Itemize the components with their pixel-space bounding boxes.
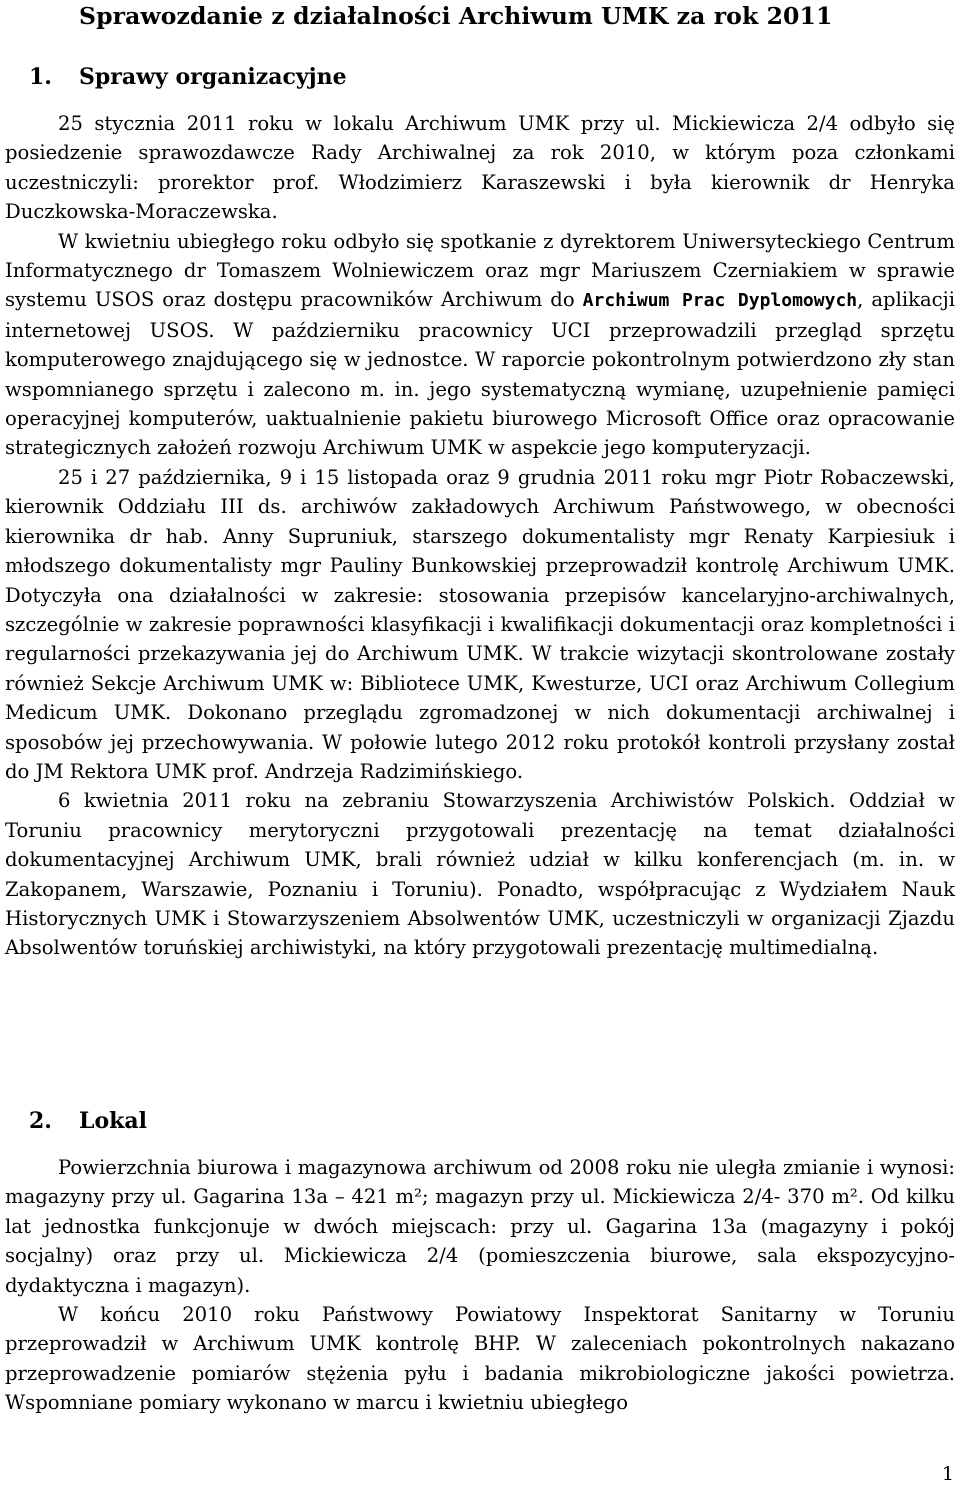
section-1-title: Sprawy organizacyjne bbox=[79, 64, 347, 90]
section-2-number: 2. bbox=[29, 1108, 52, 1134]
paragraph: Powierzchnia biurowa i magazynowa archiwum od 2008 roku nie uległa zmianie i wynosi: magazyny przy ul. Gagarina 13a – 421 m²; magazyn przy ul. Mickiewicza 2/4- 370 m². Od kilku lat jednostka funkcjonuje w dwóch miejscach: przy ul. Gagarina 13a (magazyny i pokój socjalny) oraz przy ul. Mickiewicza 2/4 (pomieszczenia biurowe, sala ekspozycyjno-dydaktyczna i magazyn). bbox=[5, 1156, 955, 1297]
paragraph: 25 stycznia 2011 roku w lokalu Archiwum UMK przy ul. Mickiewicza 2/4 odbyło się posiedzenie sprawozdawcze Rady Archiwalnej za rok 2010, w którym poza członkami uczestniczyli: prorektor prof. Włodzimierz Karaszewski i była kierownik dr Henryka Duczkowska-Moraczewska. bbox=[5, 112, 955, 224]
paragraph: W końcu 2010 roku Państwowy Powiatowy Inspektorat Sanitarny w Toruniu przeprowadził w Archiwum UMK kontrolę BHP. W zaleceniach pokontrolnych nakazano przeprowadzenie pomiarów stężenia pyłu i badania mikrobiologiczne jakości powietrza. Wspomniane pomiary wykonano w marcu i kwietniu ubiegłego bbox=[5, 1303, 955, 1415]
document-title: Sprawozdanie z działalności Archiwum UMK za rok 2011 bbox=[79, 2, 833, 30]
page-number: 1 bbox=[941, 1463, 954, 1485]
paragraph bbox=[5, 227, 955, 463]
section-1-heading bbox=[29, 64, 347, 90]
paragraph: 25 i 27 października, 9 i 15 listopada oraz 9 grudnia 2011 roku mgr Piotr Robaczewski, kierownik Oddziału III ds. archiwów zakładowych Archiwum Państwowego, w obecności kierownika dr hab. Anny Supruniuk, starszego dokumentalisty mgr Renaty Karpiesiuk i młodszego dokumentalisty mgr Pauliny Bunkowskiej przeprowadził kontrolę Archiwum UMK. Dotyczyła ona działalności w zakresie: stosowania przepisów kancelaryjno-archiwalnych, szczególnie w zakresie poprawności klasyfikacji i kwalifikacji dokumentacji oraz kompletności i regularności przekazywania jej do Archiwum UMK. W trakcie wizytacji skontrolowane zostały również Sekcje Archiwum UMK w: Bibliotece UMK, Kwesturze, UCI oraz Archiwum Collegium Medicum UMK. Dokonano przeglądu zgromadzonej w nich dokumentacji archiwalnej i sposobów jej przechowywania. W połowie lutego 2012 roku protokół kontroli przysłany został do JM Rektora UMK prof. Andrzeja Radzimińskiego. bbox=[5, 465, 955, 783]
paragraph-text: , aplikacji internetowej USOS. W październiku pracownicy UCI przeprowadzili przegląd sprzętu komputerowego znajdującego się w jednostce. W raporcie pokontrolnym potwierdzono zły stan wspomnianego sprzętu i zalecono m. in. jego systematyczną wymianę, uzupełnienie pamięci operacyjnej komputerów, uaktualnienie pakietu biurowego Microsoft Office oraz opracowanie strategicznych założeń rozwoju Archiwum UMK w aspekcie jego komputeryzacji. bbox=[5, 288, 955, 460]
paragraph: 6 kwietnia 2011 roku na zebraniu Stowarzyszenia Archiwistów Polskich. Oddział w Toruniu pracownicy merytoryczni przygotowali prezentację na temat działalności dokumentacyjnej Archiwum UMK, brali również udział w kilku konferencjach (m. in. w Zakopanem, Warszawie, Poznaniu i Toruniu). Ponadto, współpracując z Wydziałem Nauk Historycznych UMK i Stowarzyszeniem Absolwentów UMK, uczestniczyli w organizacji Zjazdu Absolwentów toruńskiej archiwistyki, na który przygotowali prezentację multimedialną. bbox=[5, 789, 955, 960]
section-1-number: 1. bbox=[29, 64, 52, 90]
paragraph-text: W kwietniu ubiegłego roku odbyło się spotkanie z dyrektorem Uniwersyteckiego Centrum Informatycznego dr Tomaszem Wolniewiczem oraz mgr Mariuszem Czerniakiem w sprawie systemu USOS oraz dostępu pracowników Archiwum do bbox=[5, 229, 955, 312]
section-2-body bbox=[5, 1153, 955, 1418]
section-2-title: Lokal bbox=[79, 1108, 147, 1134]
bold-text: Archiwum Prac Dyplomowych bbox=[582, 290, 858, 312]
section-1-body bbox=[5, 109, 955, 963]
section-2-heading bbox=[29, 1108, 147, 1134]
